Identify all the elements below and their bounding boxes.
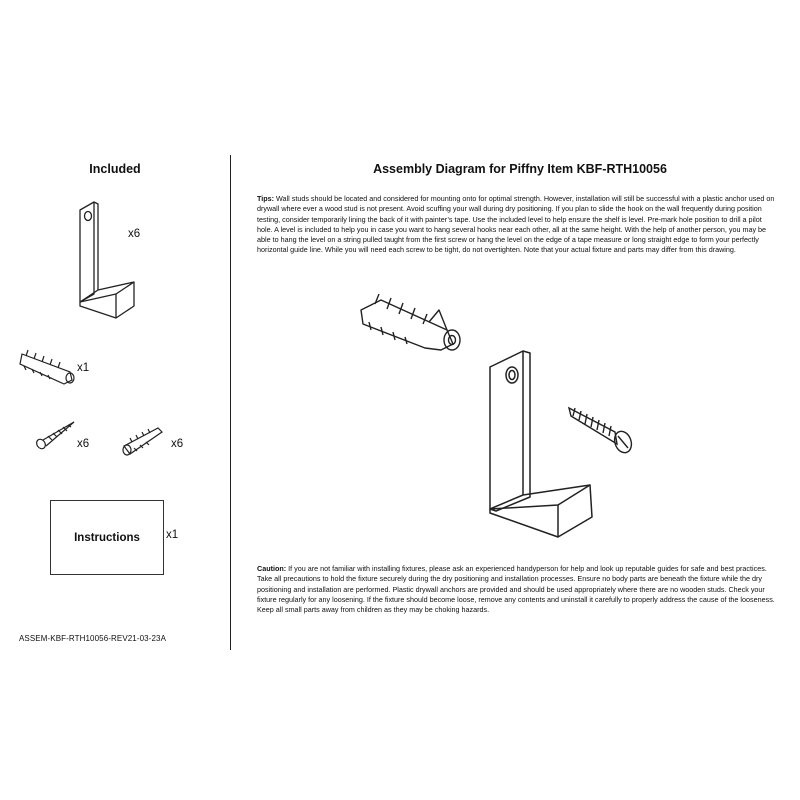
hook-icon [70,198,150,320]
instructions-label: Instructions [74,531,140,544]
tips-label: Tips: [257,194,275,203]
tips-text: Wall studs should be located and considered for mounting onto for optimal strength. However, installation will still be successful with a plastic anchor used on drywall where ever a wood stud is not present. Avoid scuffing your wall during dry positioning. If you plan to slide the hook on the wall frequently during position testing, consider temporarily lining the back of it with painter’s tape. Use the included level to help ensure the shelf is level. Pre-mark hole position to drill a pilot hole. A level is included to help you in case you want to hang several hooks near each other, all at the same height. With the help of another person, you may be able to hang the level on a string pulled taught from the first screw or hang the level on the edge of a tape measure or long straight edge to form your perfectly horizontal guide line. While you will need each screw to be tight, do not overtighten. Note that your actual fixture and parts may differ from this drawing. [257,194,775,255]
tips-paragraph [257,194,777,256]
screw-icon [34,418,78,452]
screw-illustration-icon [565,400,637,458]
caution-text: If you are not familiar with installing fixtures, please ask an experienced handyperson for help and look up reputable guides for safe and best practices. Take all precautions to hold the fixture securely during the dry positioning and installation processes. Ensure no body parts are beneath the fixture while the dry positioning and installation are performed. Plastic drywall anchors are provided and should be used appropriately where there are no wooden studs. Check your fixture regularly for any loosening. If the fixture should become loose, remove any contents and uninstall it carefully to properly address the cause of the looseness. Keep all small parts away from children as they may be choking hazards. [257,564,775,615]
included-title: Included [89,162,141,176]
caution-paragraph [257,564,777,615]
column-divider [230,155,231,650]
hook-qty: x6 [128,228,141,240]
instructions-box [50,500,164,575]
anchor-qty: x1 [77,362,90,374]
wall-anchor-icon [18,346,80,388]
document-code: ASSEM-KBF-RTH10056-REV21-03-23A [19,634,167,643]
screw-qty: x6 [77,438,90,450]
page-title: Assembly Diagram for Piffny Item KBF-RTH10056 [373,162,667,176]
anchor-illustration-icon [355,290,470,358]
caution-label: Caution: [257,564,287,573]
drywall-anchor-icon [118,424,168,458]
drywall-anchor-qty: x6 [171,438,184,450]
instructions-qty: x1 [166,529,179,541]
